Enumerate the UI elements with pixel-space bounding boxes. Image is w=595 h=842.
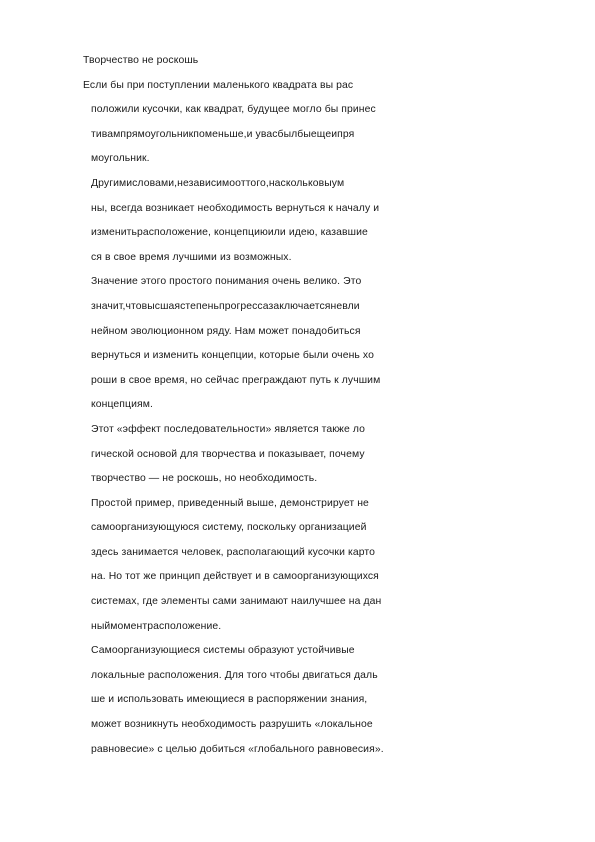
document-title: Творчество не роскошь <box>83 55 199 66</box>
text-line: системах, где элементы сами занимают наилучшее на дан <box>91 596 382 608</box>
text-line: может возникнуть необходимость разрушить «локальное <box>91 719 373 731</box>
text-line: Если бы при поступлении маленького квадрата вы рас <box>83 79 354 91</box>
text-line: ныймоментрасположение. <box>91 620 222 632</box>
text-line: ны, всегда возникает необходимость вернуться к началу и <box>91 202 380 214</box>
text-line: Простой пример, приведенный выше, демонстрирует не <box>91 497 369 509</box>
text-line: значит,чтовысшаястепеньпрогрессазаключаетсяневли <box>91 300 360 312</box>
text-line: вернуться и изменить концепции, которые были очень хо <box>91 350 374 362</box>
text-line: нейном эволюционном ряду. Нам может понадобиться <box>91 325 361 337</box>
text-line: локальные расположения. Для того чтобы двигаться даль <box>91 669 378 681</box>
text-line: роши в свое время, но сейчас преграждают путь к лучшим <box>91 374 381 386</box>
text-line: изменитьрасположение, концепциюили идею, казавшие <box>91 227 368 239</box>
text-line: Этот «эффект последовательности» является также ло <box>91 423 365 435</box>
text-line: творчество — не роскошь, но необходимость. <box>91 473 318 485</box>
text-line: концепциям. <box>91 399 153 411</box>
text-line: Другимисловами,независимооттого,наскольковыум <box>91 177 345 189</box>
text-line: тивампрямоугольникпоменьше,и увасбылбыещеипря <box>91 128 355 140</box>
text-line: здесь занимается человек, располагающий кусочки карто <box>91 546 375 558</box>
text-line: ся в свое время лучшими из возможных. <box>91 251 292 263</box>
text-line: самоорганизующуюся систему, поскольку организацией <box>91 522 367 534</box>
text-line: моугольник. <box>91 153 150 165</box>
text-line: ше и использовать имеющиеся в распоряжении знания, <box>91 694 368 706</box>
text-line: положили кусочки, как квадрат, будущее могло бы принес <box>91 104 376 116</box>
text-line: на. Но тот же принцип действует и в самоорганизующихся <box>91 571 379 583</box>
text-line: гической основой для творчества и показывает, почему <box>91 448 365 460</box>
document-body <box>83 54 453 767</box>
text-line: равновесие» с целью добиться «глобального равновесия». <box>91 743 384 755</box>
text-line: Значение этого простого понимания очень велико. Это <box>91 276 362 288</box>
text-line: Самоорганизующиеся системы образуют устойчивые <box>91 645 355 657</box>
